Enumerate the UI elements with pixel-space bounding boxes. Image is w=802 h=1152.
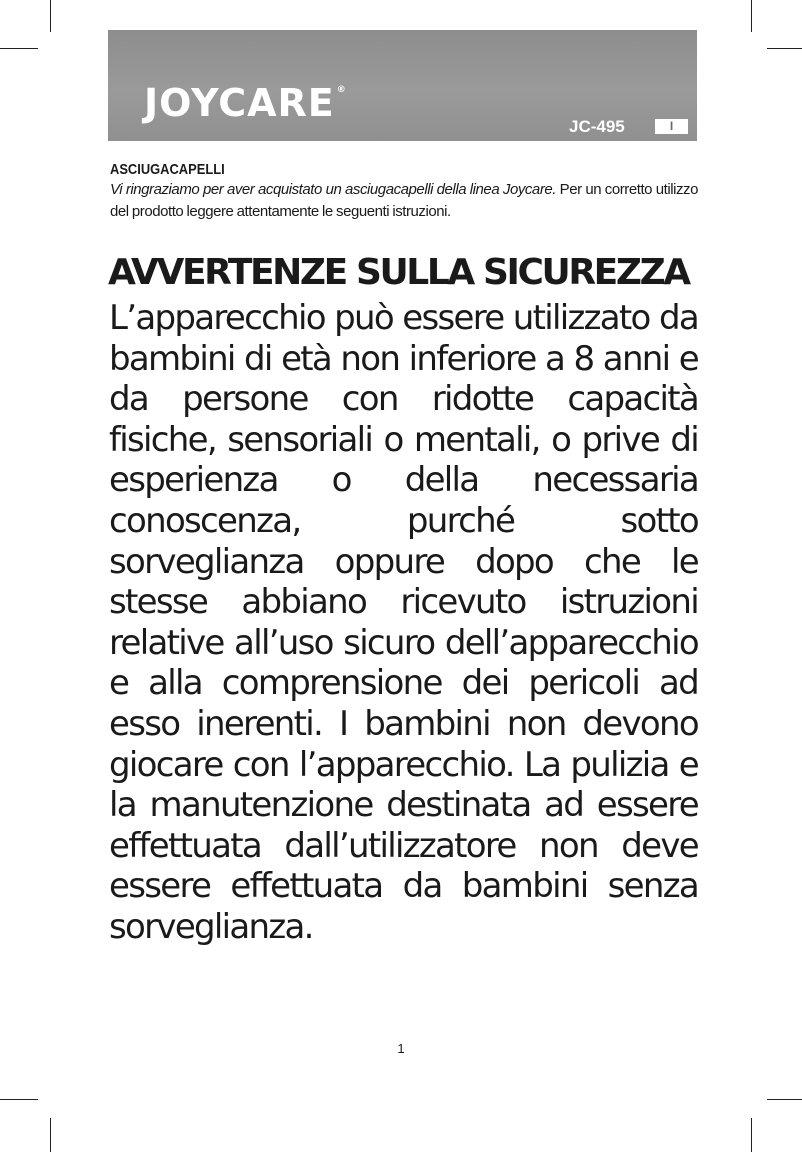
instructions-text: Per un corretto utilizzo del prodotto leggere attentamente le seguenti istruzioni.	[110, 181, 698, 220]
language-badge: I	[655, 119, 688, 134]
safety-title: AVVERTENZE SULLA SICUREZZA	[108, 252, 689, 293]
crop-mark	[50, 0, 51, 32]
crop-mark	[50, 1118, 51, 1152]
page-number: 1	[397, 1041, 405, 1056]
trademark-symbol: ®	[336, 85, 347, 95]
crop-mark	[767, 1099, 802, 1100]
header-bar	[108, 30, 697, 141]
crop-mark	[751, 1118, 752, 1152]
crop-mark	[0, 1099, 38, 1100]
thanks-text: Vi ringraziamo per aver acquistato un asciugacapelli della linea Joycare.	[110, 181, 556, 198]
brand-logo	[144, 81, 347, 125]
crop-mark	[0, 48, 38, 49]
crop-mark	[767, 48, 802, 49]
intro-text	[110, 179, 698, 223]
crop-mark	[751, 0, 752, 32]
brand-name: JOYCARE	[144, 81, 335, 125]
product-name: ASCIUGACAPELLI	[110, 161, 225, 178]
model-number: JC-495	[569, 117, 625, 136]
safety-body: L’apparecchio può essere utilizzato da bambini di età non inferiore a 8 anni e da persone con ridotte capacità fisiche, sensoriali o mentali, o prive di esperienza o della necessaria conoscenza, purché sotto sorveglianza oppure dopo che le stesse abbiano ricevuto istruzioni relative all’uso sicuro dell’apparecchio e alla comprensione dei pericoli ad esso inerenti. I bambini non devono giocare con l’apparecchio. La pulizia e la manutenzione destinata ad essere effettuata dall’utilizzatore non deve essere effettuata da bambini senza sorveglianza.	[109, 298, 698, 947]
intro-section	[110, 160, 698, 223]
